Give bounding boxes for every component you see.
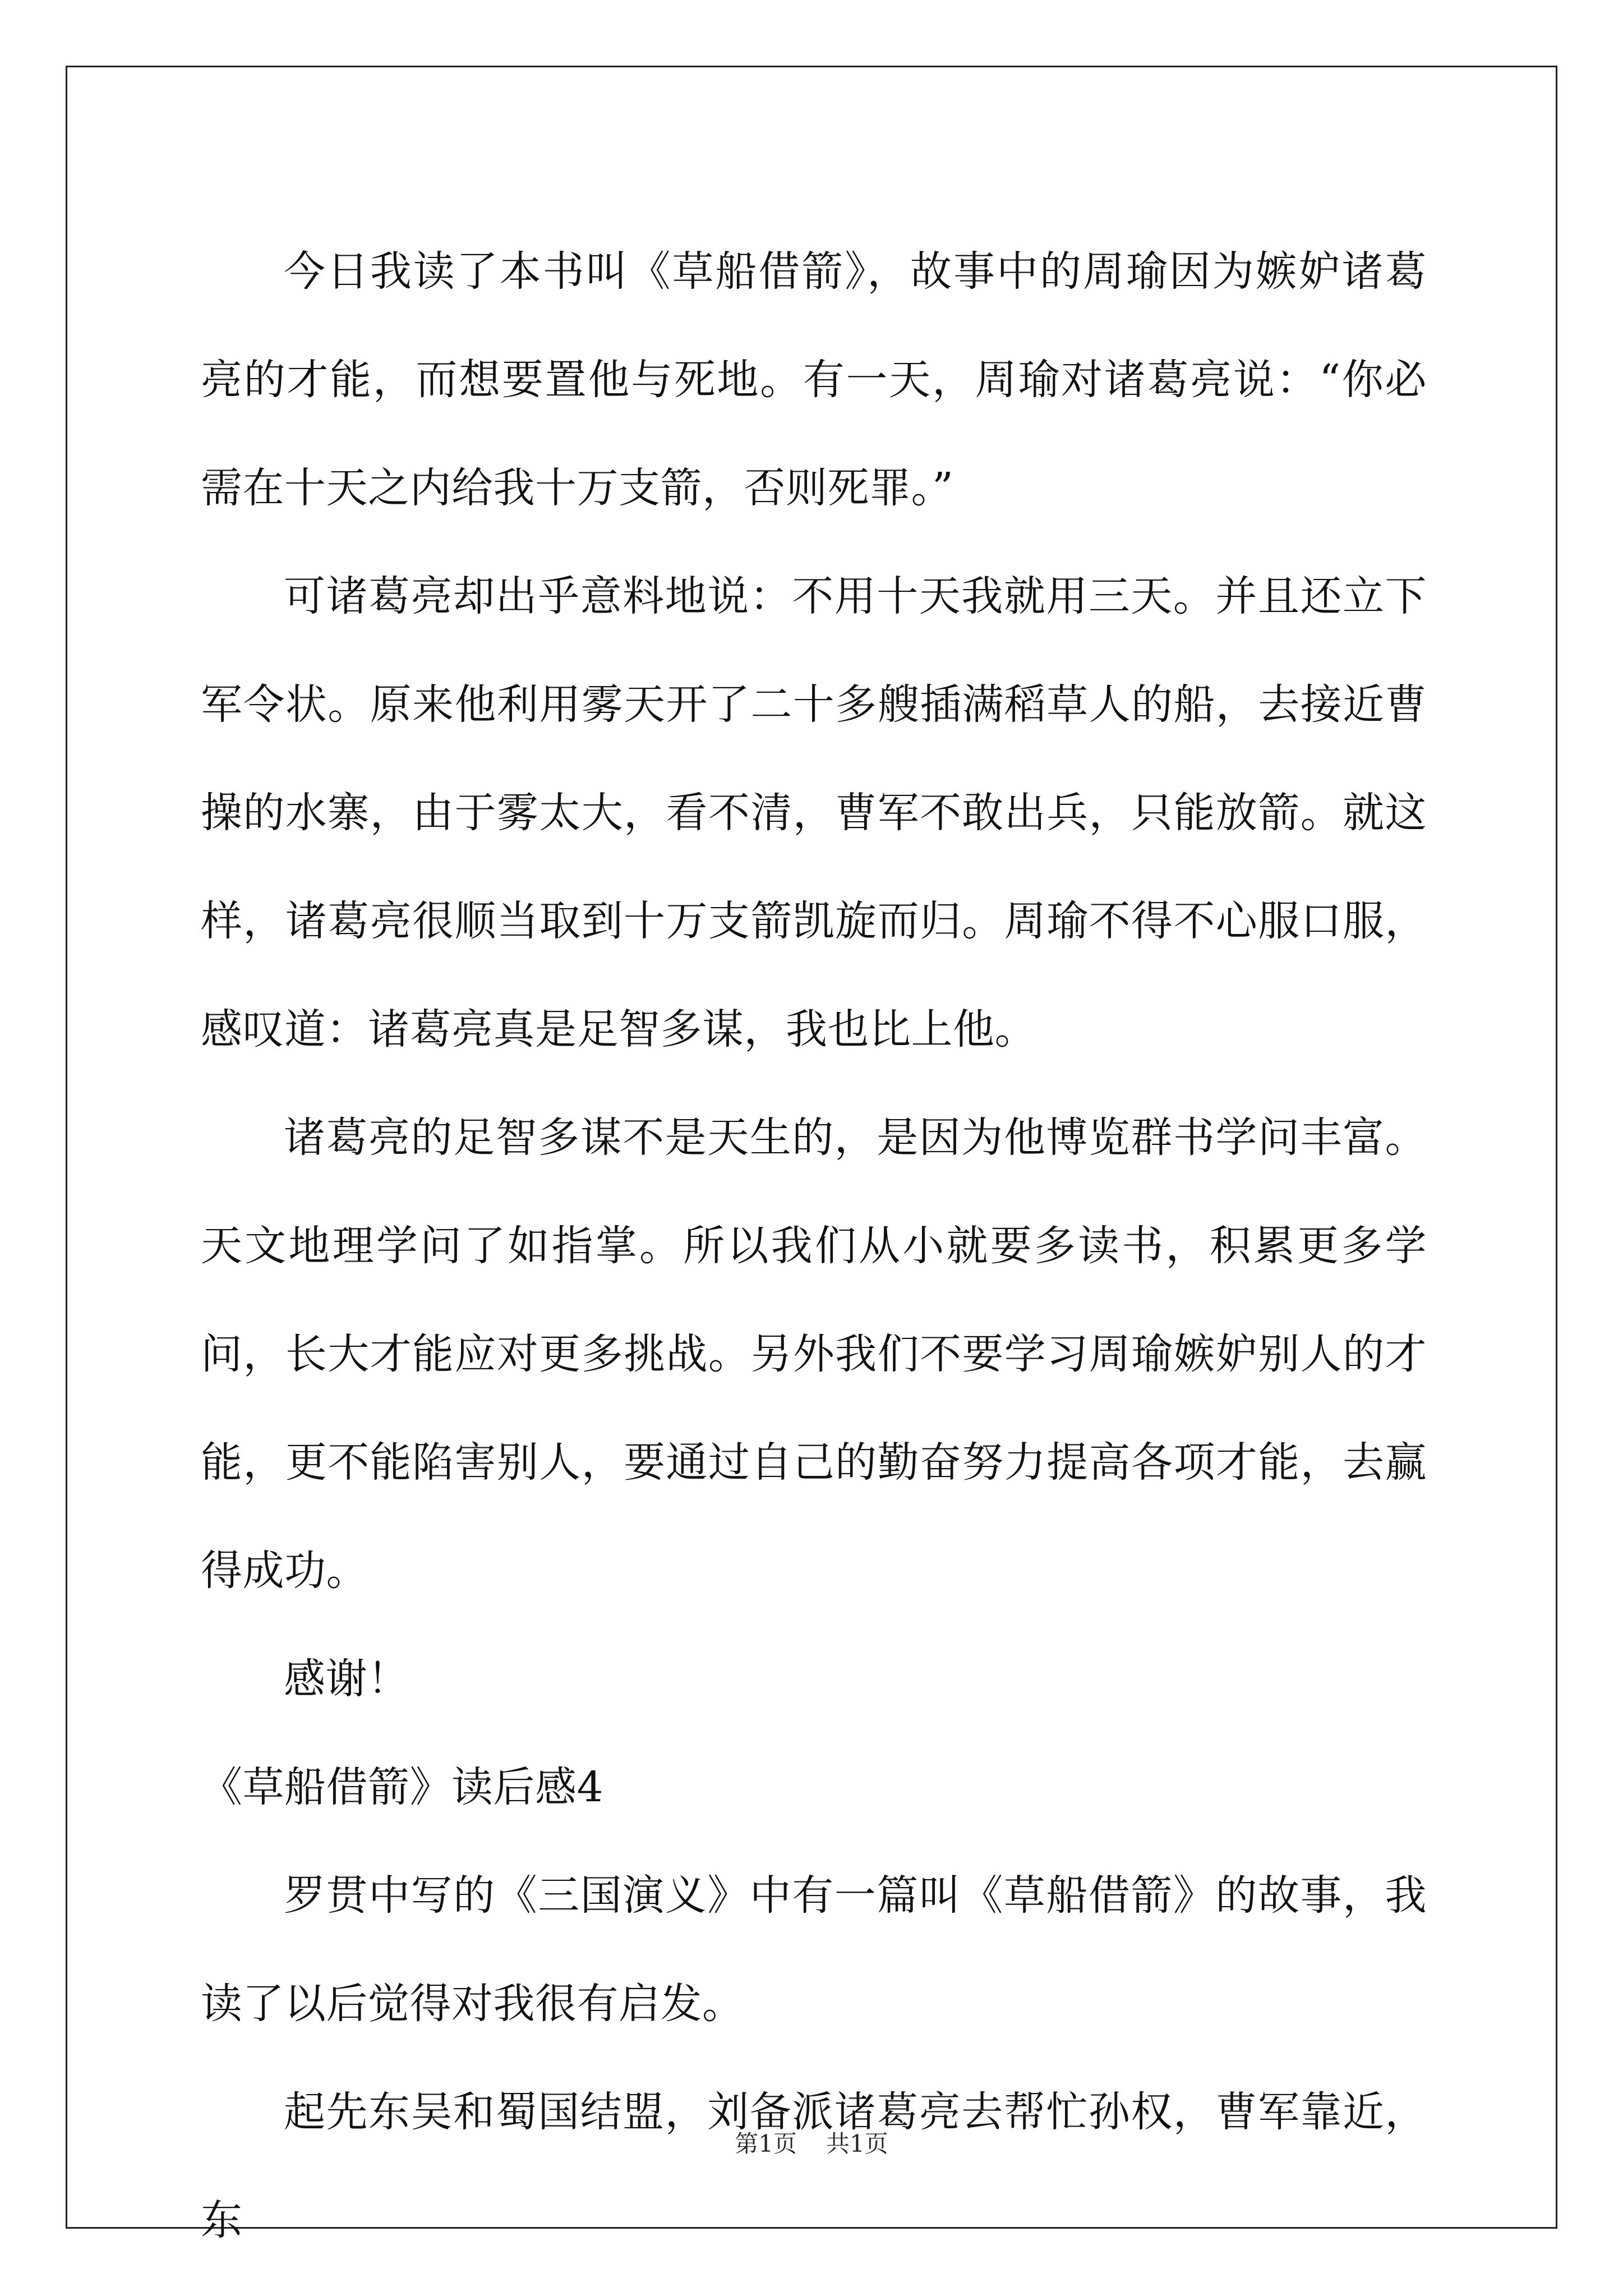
- paragraph: 今日我读了本书叫《草船借箭》，故事中的周瑜因为嫉妒诸葛亮的才能，而想要置他与死地。有一天，周瑜对诸葛亮说：“你必需在十天之内给我十万支箭，否则死罪。”: [201, 247, 1427, 512]
- paragraph: 诸葛亮的足智多谋不是天生的，是因为他博览群书学问丰富。天文地理学问了如指掌。所以我们从小就要多读书，积累更多学问，长大才能应对更多挑战。另外我们不要学习周瑜嫉妒别人的才能，更不能陷害别人，要通过自己的勤奋努力提高各项才能，去赢得成功。: [201, 1114, 1427, 1595]
- paragraph: 罗贯中写的《三国演义》中有一篇叫《草船借箭》的故事，我读了以后觉得对我很有启发。: [201, 1871, 1427, 2028]
- page-total: 共1页: [826, 2130, 888, 2157]
- paragraph: 可诸葛亮却出乎意料地说：不用十天我就用三天。并且还立下军令状。原来他利用雾天开了二十多艘插满稻草人的船，去接近曹操的水寨，由于雾太大，看不清，曹军不敢出兵，只能放箭。就这样，诸葛亮很顺当取到十万支箭凯旋而归。周瑜不得不心服口服，感叹道：诸葛亮真是足智多谋，我也比上他。: [201, 572, 1427, 1053]
- paragraph: 起先东吴和蜀国结盟，刘备派诸葛亮去帮忙孙权，曹军靠近，东: [201, 2088, 1427, 2244]
- document-body: [201, 218, 1427, 2275]
- section-heading: 《草船借箭》读后感4: [201, 1763, 604, 1811]
- page-footer: [0, 2127, 1623, 2161]
- page-number: 第1页: [735, 2130, 797, 2157]
- paragraph: 感谢！: [284, 1655, 409, 1703]
